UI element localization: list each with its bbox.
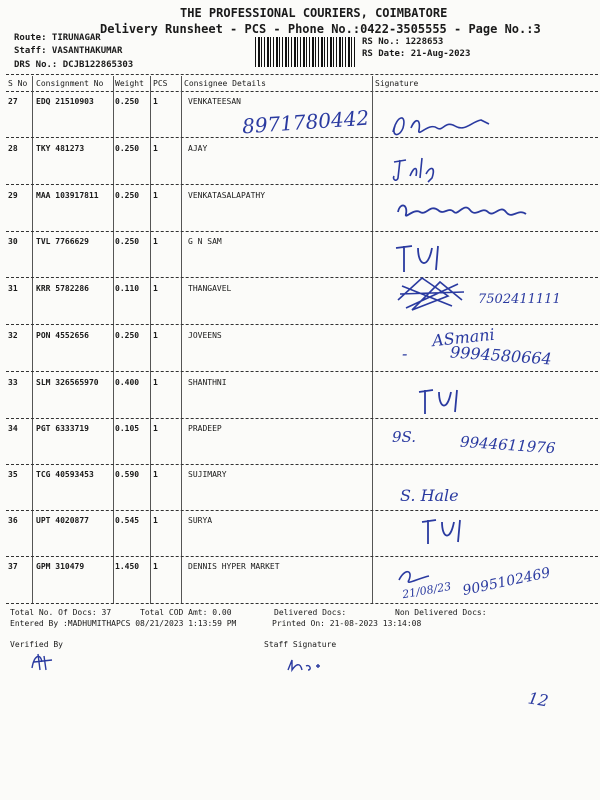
row-consignment: PON 4552656: [36, 331, 89, 340]
row-sno: 37: [8, 562, 18, 571]
table-row: [0, 235, 600, 281]
row-consignment: UPT 4020877: [36, 516, 89, 525]
row-divider: [6, 371, 598, 372]
row-consignment: GPM 310479: [36, 562, 85, 571]
row-sno: 33: [8, 378, 18, 387]
row-pcs: 1: [153, 378, 158, 387]
row-consignee: SURYA: [188, 516, 213, 525]
row-divider: [6, 184, 598, 185]
verified-by-label: Verified By: [10, 640, 63, 649]
table-row: [0, 376, 600, 422]
row-sno: 27: [8, 97, 18, 106]
handwritten-page-number: 12: [526, 688, 550, 711]
rs-date: RS Date: 21-Aug-2023: [362, 49, 471, 59]
row-consignment: TKY 481273: [36, 144, 85, 153]
row-consignment: EDQ 21510903: [36, 97, 94, 106]
non-delivered-docs: Non Delivered Docs:: [395, 608, 487, 617]
row-divider: [6, 510, 598, 511]
total-docs: Total No. Of Docs: 37: [10, 608, 112, 617]
row-pcs: 1: [153, 97, 158, 106]
row-sno: 29: [8, 191, 18, 200]
row-consignee: DENNIS HYPER MARKET: [188, 562, 280, 571]
row-divider: [6, 418, 598, 419]
signature-r28: [388, 152, 458, 184]
row-consignment: TVL 7766629: [36, 237, 89, 246]
row-consignee: SHANTHNI: [188, 378, 227, 387]
row-pcs: 1: [153, 237, 158, 246]
row-consignment: KRR 5782286: [36, 284, 89, 293]
entered-by: Entered By :MADHUMITHAPCS 08/21/2023 1:13:59 PM: [10, 619, 237, 628]
handwritten-phone-r31: 7502411111: [478, 292, 561, 307]
table-header-rule: [6, 91, 598, 92]
row-pcs: 1: [153, 562, 158, 571]
initials-r36: [418, 514, 468, 550]
row-weight: 0.545: [115, 516, 140, 525]
col-consignee: Consignee Details: [184, 79, 266, 88]
row-consignee: AJAY: [188, 144, 208, 153]
row-sno: 36: [8, 516, 18, 525]
total-cod: Total COD Amt: 0.00: [140, 608, 232, 617]
table-bottom-rule: [6, 603, 598, 604]
row-divider: [6, 231, 598, 232]
runsheet-subtitle: Delivery Runsheet - PCS - Phone No.:0422-3505555 - Page No.:3: [100, 22, 541, 36]
row-weight: 1.450: [115, 562, 140, 571]
row-consignee: THANGAVEL: [188, 284, 232, 293]
barcode: [255, 37, 355, 67]
table-top-rule: [6, 74, 598, 75]
row-consignee: JOVEENS: [188, 331, 222, 340]
col-consignment: Consignment No: [36, 79, 104, 88]
row-consignment: SLM 326565970: [36, 378, 99, 387]
row-sno: 31: [8, 284, 18, 293]
row-divider: [6, 464, 598, 465]
verified-signature: [28, 648, 58, 674]
dash-mark-r32: -: [402, 344, 408, 363]
row-divider: [6, 324, 598, 325]
row-weight: 0.250: [115, 331, 140, 340]
row-weight: 0.250: [115, 97, 140, 106]
handwritten-name-r32: ASmani: [431, 324, 496, 351]
handwritten-phone-r27: 8971780442: [241, 105, 370, 139]
staff-label: Staff: VASANTHAKUMAR: [14, 46, 123, 56]
initials-r33: [415, 384, 465, 420]
row-consignment: MAA 103917811: [36, 191, 99, 200]
row-consignment: TCG 40593453: [36, 470, 94, 479]
drs-label: DRS No.: DCJB122865303: [14, 60, 134, 70]
row-divider: [6, 277, 598, 278]
handwritten-name-r35: S. Hale: [400, 486, 459, 505]
row-sno: 34: [8, 424, 18, 433]
col-sno: S No: [8, 79, 28, 88]
col-weight: Weight: [115, 79, 144, 88]
row-pcs: 1: [153, 191, 158, 200]
row-pcs: 1: [153, 284, 158, 293]
row-pcs: 1: [153, 516, 158, 525]
row-consignee: VENKATASALAPATHY: [188, 191, 266, 200]
row-pcs: 1: [153, 144, 158, 153]
delivered-docs: Delivered Docs:: [274, 608, 347, 617]
table-row: [0, 468, 600, 514]
signature-r29: [392, 194, 532, 228]
row-weight: 0.250: [115, 191, 140, 200]
table-row: [0, 514, 600, 560]
row-pcs: 1: [153, 470, 158, 479]
row-weight: 0.590: [115, 470, 140, 479]
staff-signature-label: Staff Signature: [264, 640, 337, 649]
company-title: THE PROFESSIONAL COURIERS, COIMBATORE: [180, 6, 448, 20]
row-divider: [6, 556, 598, 557]
col-signature: Signature: [375, 79, 419, 88]
row-weight: 0.105: [115, 424, 140, 433]
row-consignee: G N SAM: [188, 237, 222, 246]
signature-r27: [385, 110, 505, 142]
row-sno: 28: [8, 144, 18, 153]
row-consignee: VENKATEESAN: [188, 97, 241, 106]
handwritten-date-r37: 21/08/23: [401, 579, 453, 602]
row-consignment: PGT 6333719: [36, 424, 89, 433]
route-label: Route: TIRUNAGAR: [14, 33, 101, 43]
handwritten-phone-r37: 9095102469: [461, 564, 552, 600]
row-pcs: 1: [153, 331, 158, 340]
row-consignee: SUJIMARY: [188, 470, 227, 479]
handwritten-phone-r32: 9994580664: [449, 342, 553, 369]
handwritten-mark-r34: 9S.: [392, 428, 417, 446]
row-sno: 32: [8, 331, 18, 340]
table-row: [0, 142, 600, 188]
row-weight: 0.110: [115, 284, 140, 293]
staff-signature: [284, 656, 334, 676]
printed-on: Printed On: 21-08-2023 13:14:08: [272, 619, 422, 628]
row-weight: 0.250: [115, 237, 140, 246]
row-sno: 35: [8, 470, 18, 479]
row-sno: 30: [8, 237, 18, 246]
rs-number: RS No.: 1228653: [362, 37, 444, 47]
handwritten-phone-r34: 9944611976: [459, 432, 556, 458]
row-weight: 0.400: [115, 378, 140, 387]
stamp-scribble-r31: [392, 270, 472, 318]
row-divider: [6, 137, 598, 138]
row-pcs: 1: [153, 424, 158, 433]
col-pcs: PCS: [153, 79, 168, 88]
row-consignee: PRADEEP: [188, 424, 222, 433]
row-weight: 0.250: [115, 144, 140, 153]
